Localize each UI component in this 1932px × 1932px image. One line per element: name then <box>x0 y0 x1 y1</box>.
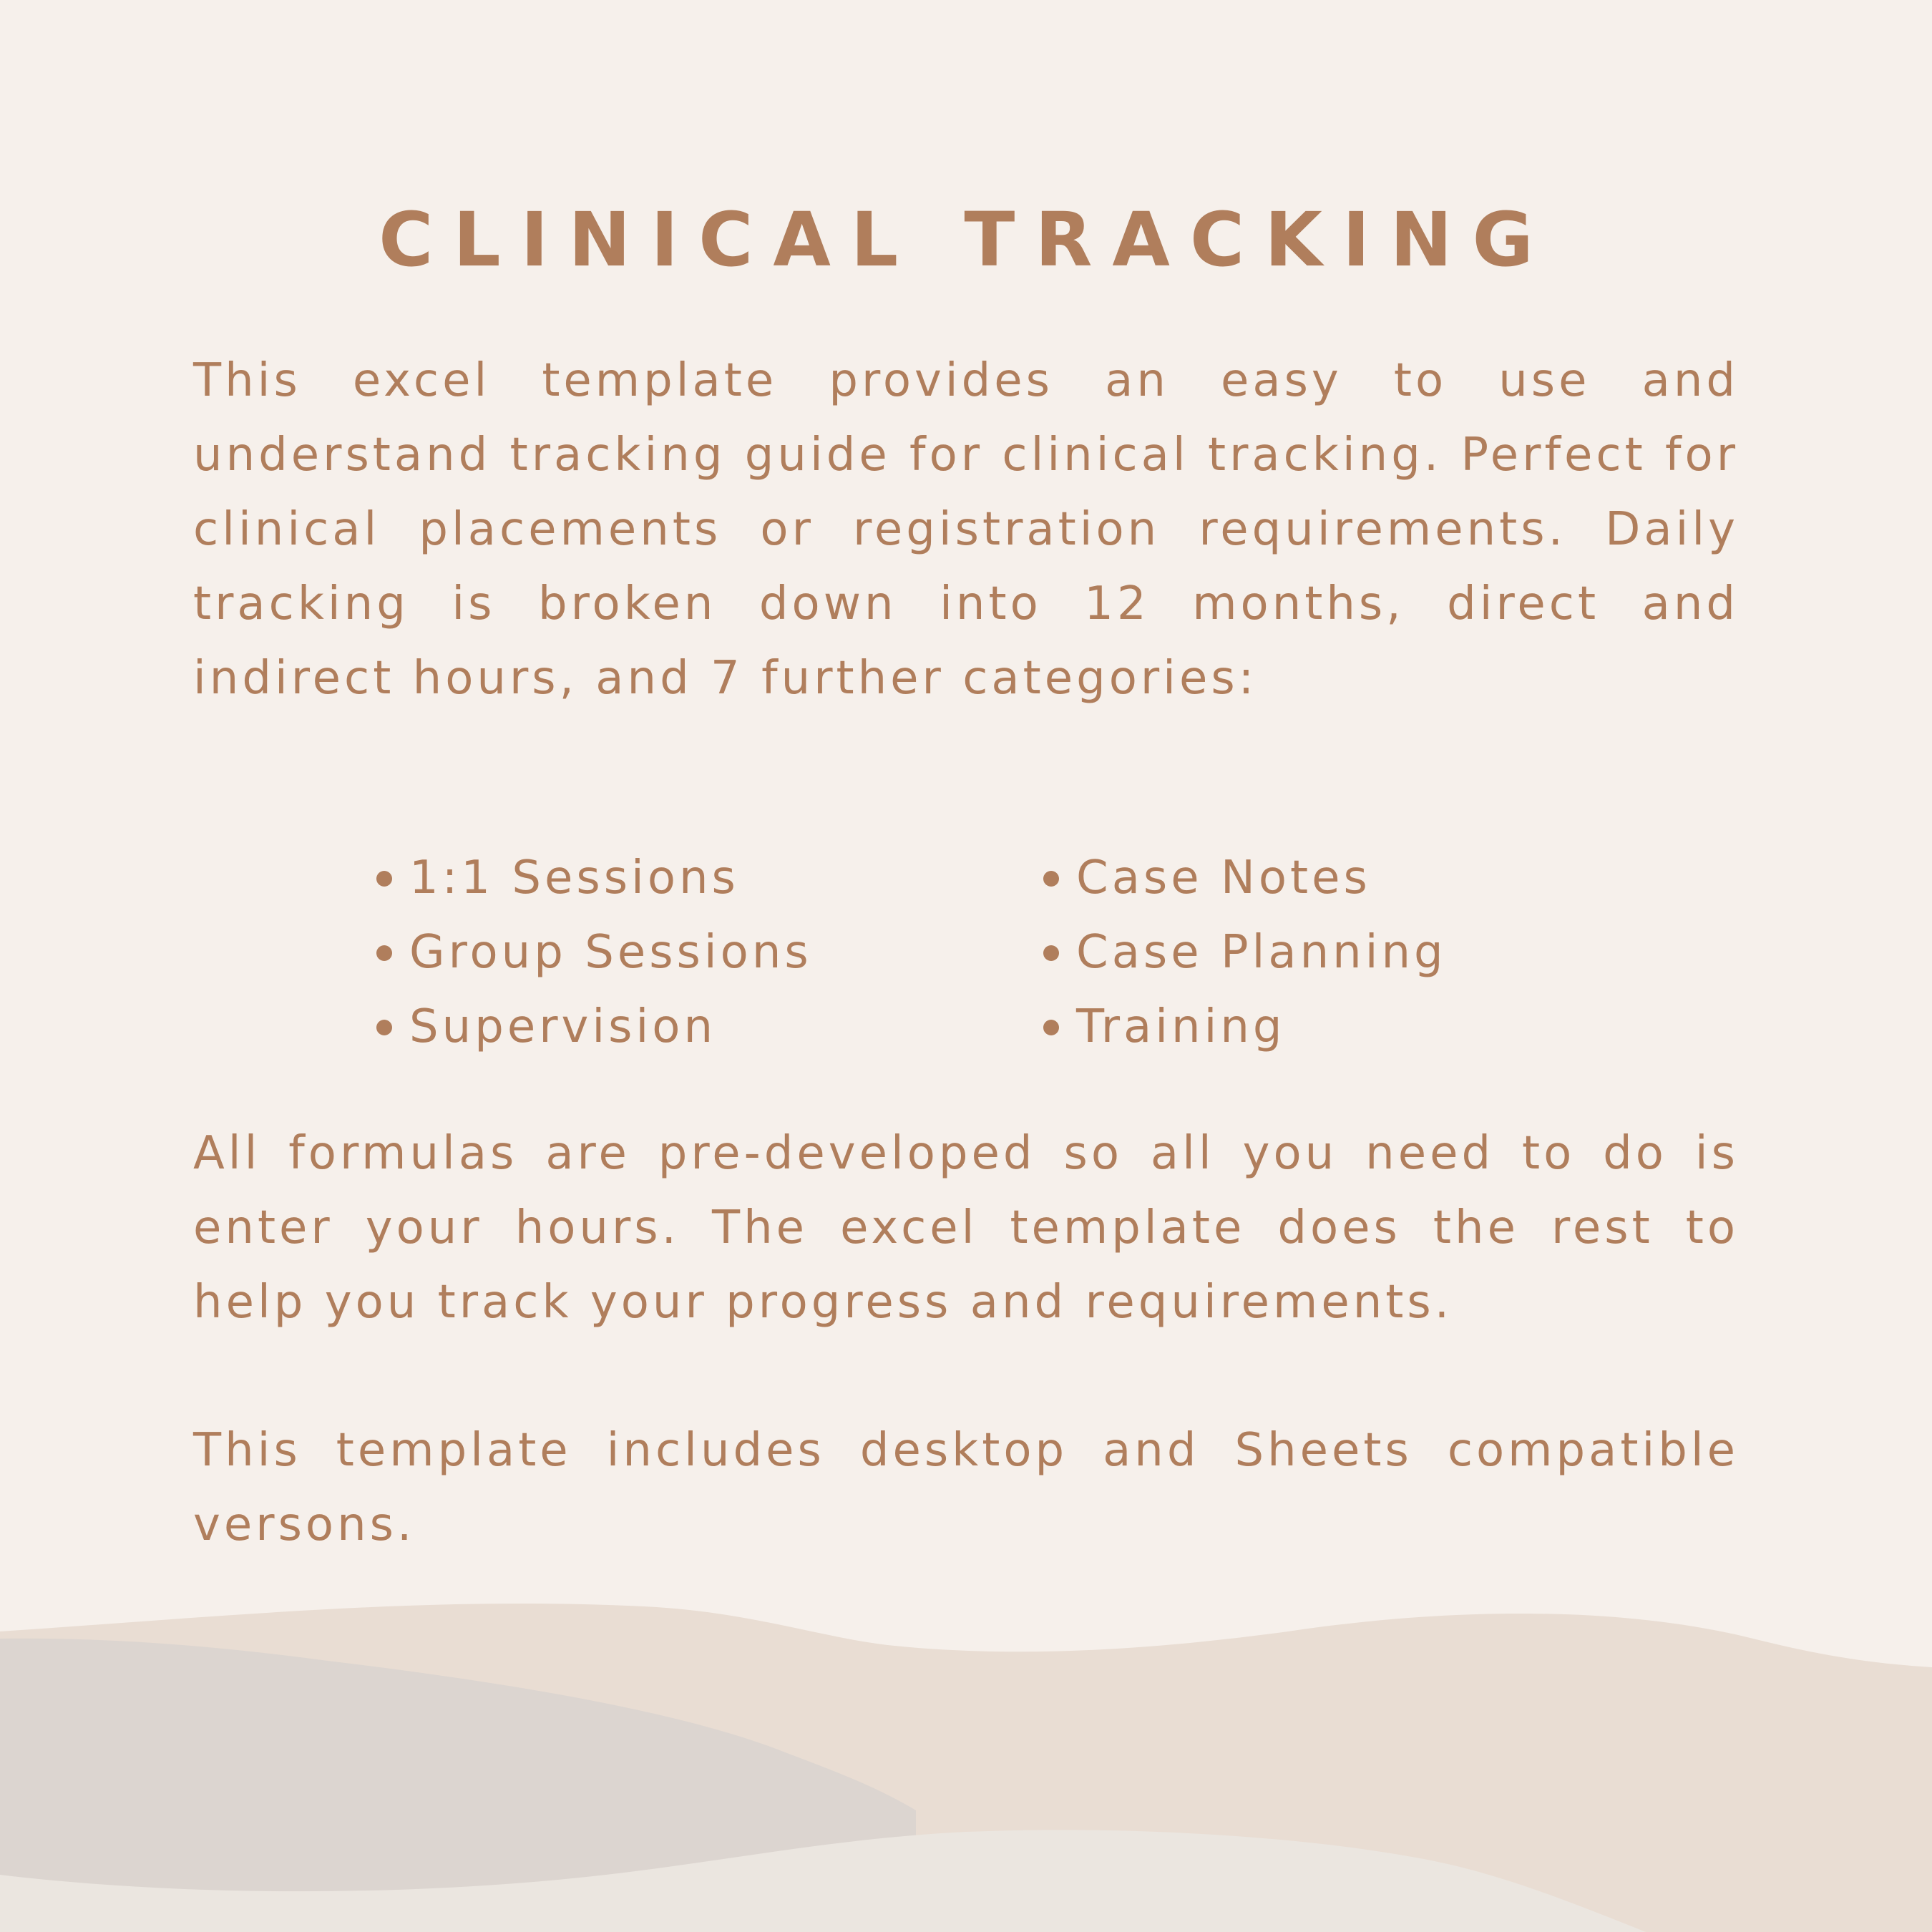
formulas-paragraph: All formulas are pre-developed so all you need to do is enter your hours. The excel template does the rest to help you track your progress and requirements. <box>193 1127 1739 1329</box>
category-label: Supervision <box>409 1000 716 1053</box>
categories-right-column <box>1039 841 1447 1064</box>
bullet-icon <box>376 871 392 887</box>
category-label: Case Planning <box>1076 926 1447 979</box>
category-label: 1:1 Sessions <box>409 852 739 904</box>
categories-list <box>372 841 1589 1077</box>
category-label: Group Sessions <box>409 926 812 979</box>
bullet-icon <box>376 945 392 961</box>
versions-paragraph: This template includes desktop and Sheets compatible versons. <box>193 1424 1739 1551</box>
list-item <box>1039 990 1447 1064</box>
list-item <box>1039 841 1447 915</box>
categories-left-column <box>372 841 812 1064</box>
list-item <box>372 915 812 990</box>
bullet-icon <box>1043 1020 1059 1035</box>
bullet-icon <box>376 1020 392 1035</box>
list-item <box>372 990 812 1064</box>
intro-paragraph: This excel template provides an easy to use and understand tracking guide for clinical tracking. Perfect for clinical placements or registration requirements. Daily tracking is broken down into 12 months, direct and indirect hours, and 7 further categories: <box>193 354 1739 705</box>
category-label: Training <box>1076 1000 1286 1053</box>
decorative-waves <box>0 1603 1932 1932</box>
bullet-icon <box>1043 945 1059 961</box>
category-label: Case Notes <box>1076 852 1371 904</box>
page-title: CLINICAL TRACKING <box>379 196 1553 283</box>
list-item <box>372 841 812 915</box>
bullet-icon <box>1043 871 1059 887</box>
list-item <box>1039 915 1447 990</box>
